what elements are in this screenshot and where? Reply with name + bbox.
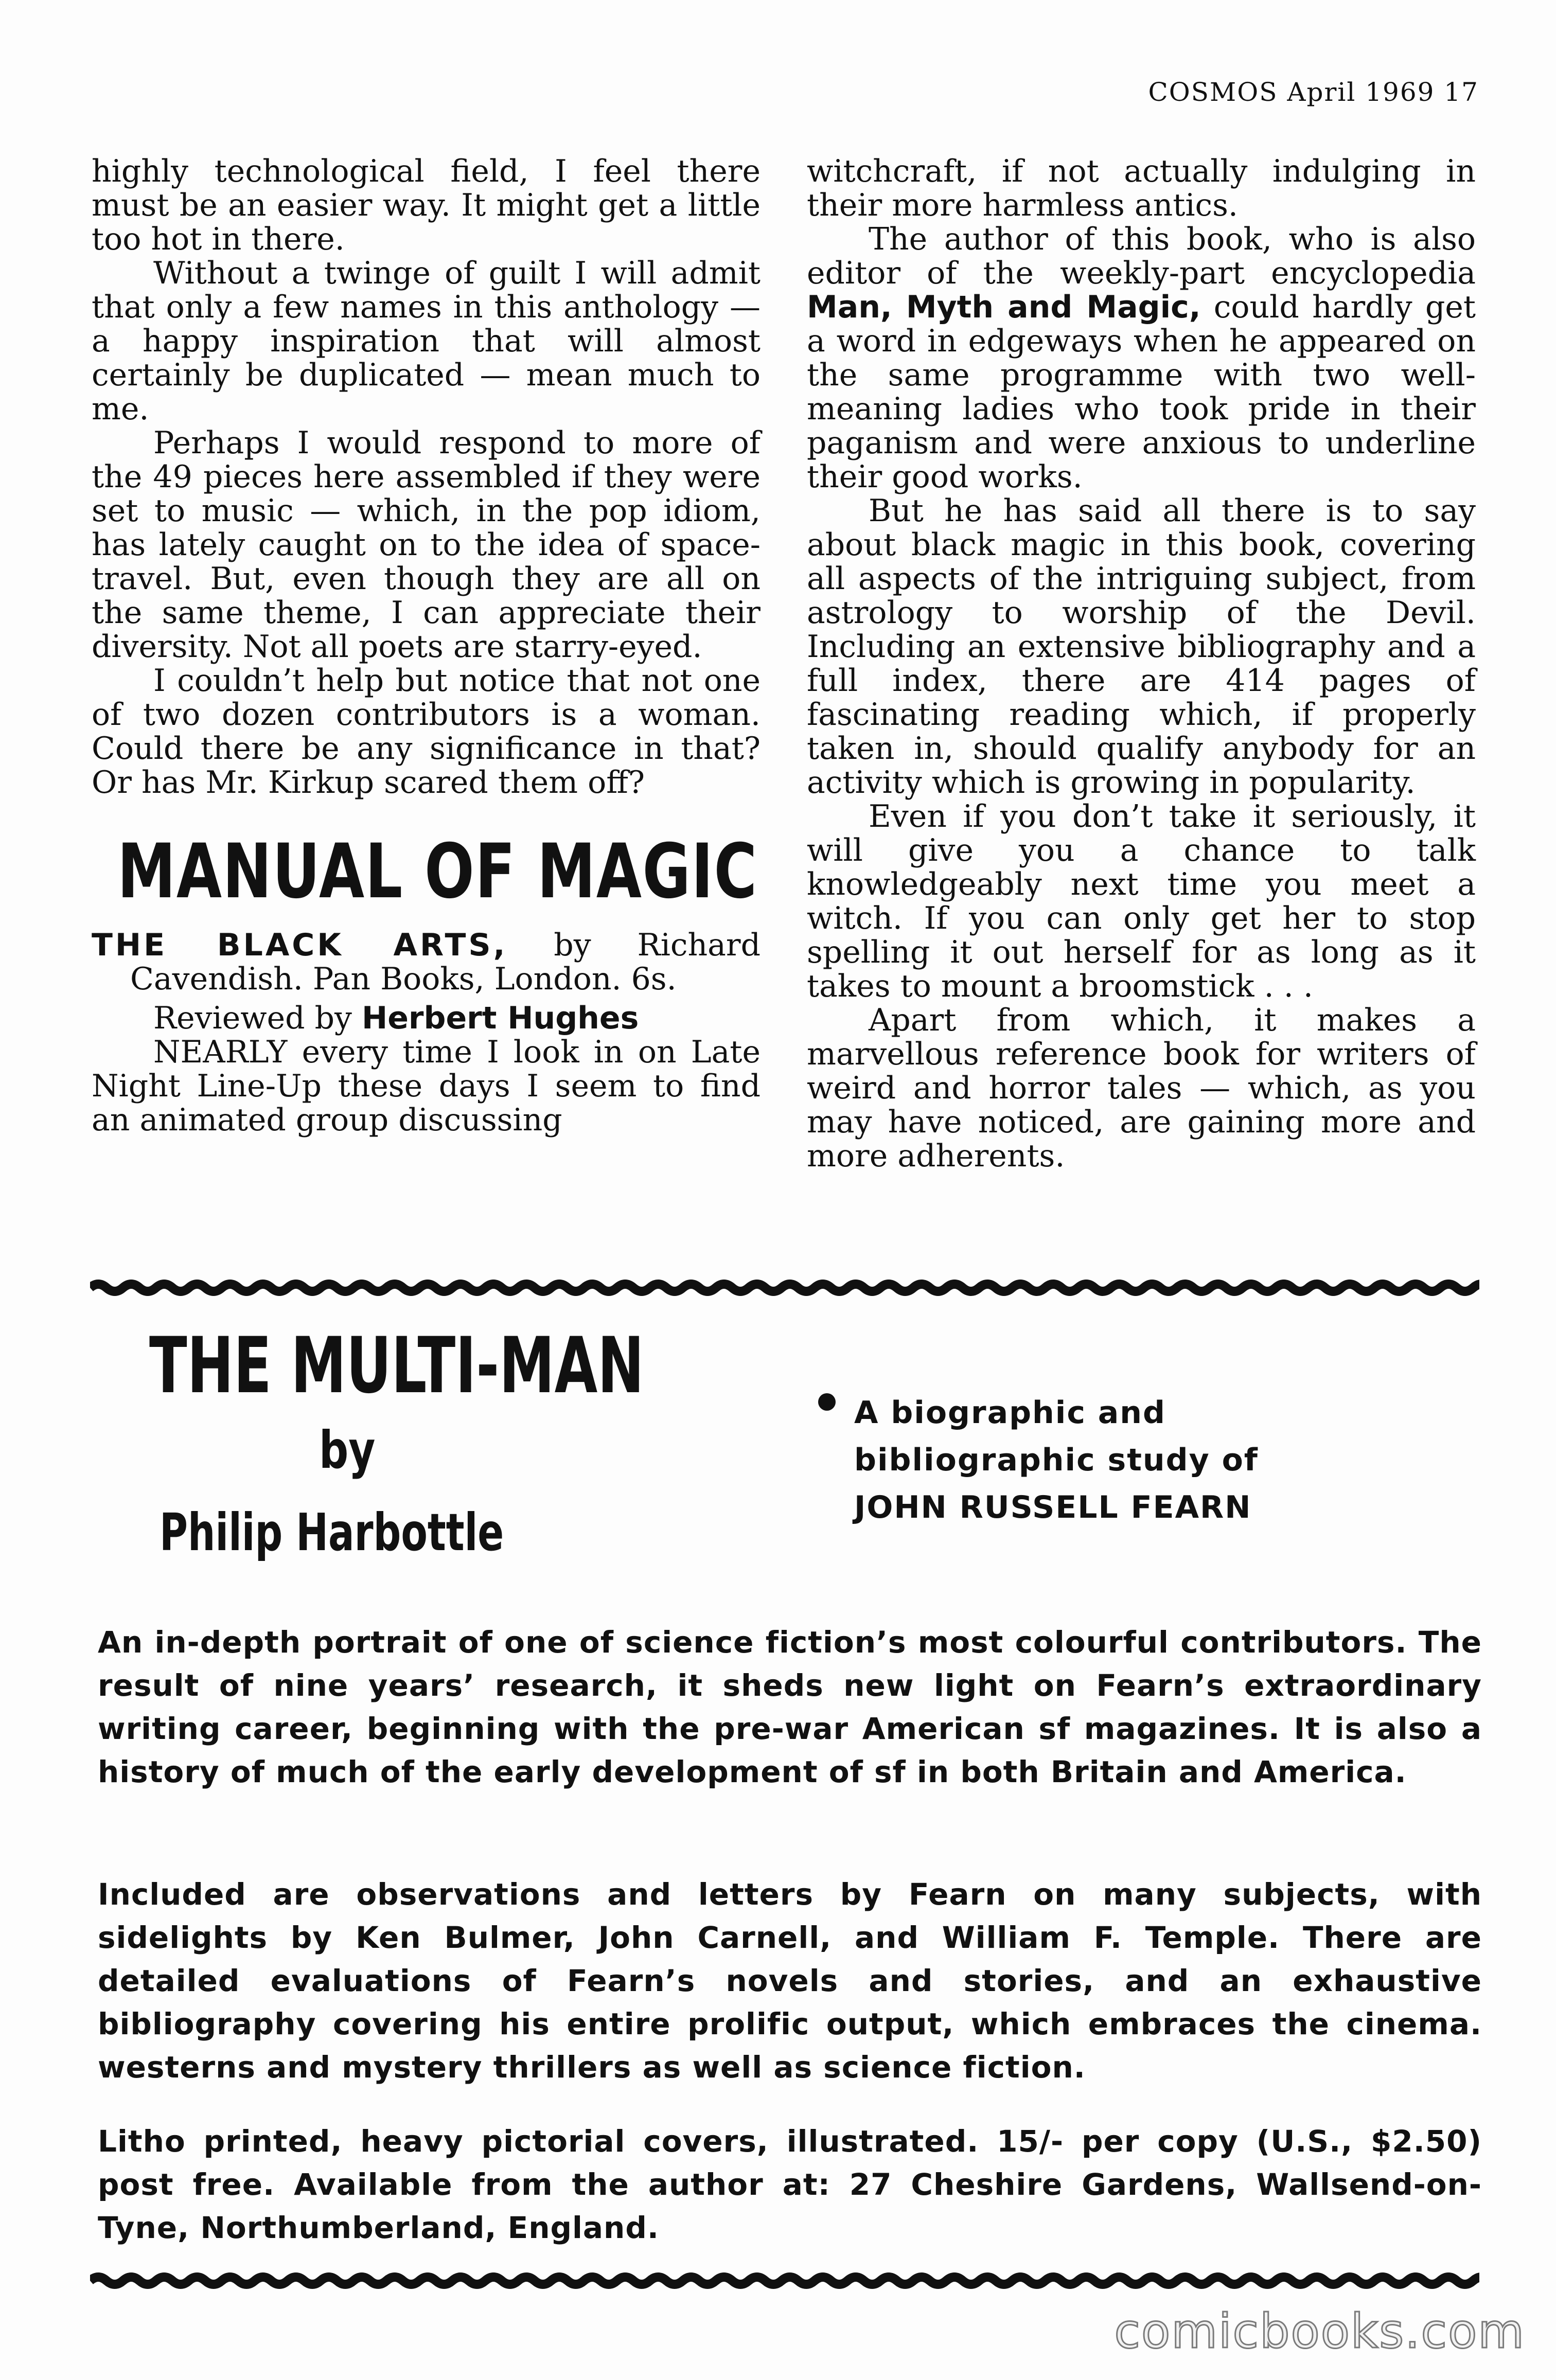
left-paragraph-5: NEARLY every time I look in on Late Night Line-Up these days I seem to find an animated group discussing [92, 1034, 761, 1138]
book-details: by Richard Cavendish. Pan Books, London. 6s. [130, 927, 761, 997]
advert-blurb-line-1: A biographic and [854, 1395, 1166, 1431]
right-paragraph-3: But he has said all there is to say about black magic in this book, covering all aspects of the intriguing subject, from astrology to worship of the Devil. Including an extensive bibliography and a full index, there are 414 pages of fascinating reading which, if properly taken in, should qualify anybody for an activity which is growing in popularity. [807, 493, 1476, 801]
right-column [807, 154, 1476, 1173]
left-column [92, 154, 761, 1137]
right-paragraph-4: Even if you don’t take it seriously, it will give you a chance to talk knowledgeably next time you meet a witch. If you can only get her to stop spelling it out herself for as long as it takes to mount a broomstick . . . [807, 798, 1476, 1004]
bullet-icon [818, 1393, 836, 1411]
right-paragraph-2-start: The author of this book, who is also editor of the weekly-part encyclopedia [807, 221, 1476, 291]
wavy-line [90, 1284, 1479, 1291]
advert-blurb-line-3: JOHN RUSSELL FEARN [854, 1489, 1252, 1525]
advert-title: THE MULTI-MAN [149, 1321, 644, 1411]
reviewed-by-label: Reviewed by [153, 1000, 362, 1036]
right-paragraph-2-end: could hardly get a word in edgeways when he appeared on the same programme with two well-meaning ladies who took pride in their paganism and were anxious to underline their good works. [807, 289, 1476, 495]
wavy-line [90, 2277, 1479, 2284]
encyclopedia-title: Man, Myth and Magic, [807, 289, 1201, 325]
book-title: THE BLACK ARTS, [92, 927, 508, 963]
left-paragraph-2: Without a twinge of guilt I will admit that only a few names in this anthology — a happy inspiration that will almost certainly be duplicated — mean much to me. [92, 255, 761, 427]
book-entry [92, 928, 761, 996]
review-headline: MANUAL OF MAGIC [117, 828, 758, 915]
wavy-rule-top [90, 1270, 1479, 1306]
running-head: COSMOS April 1969 17 [1148, 77, 1479, 107]
left-paragraph-4: I couldn’t help but notice that not one of two dozen contributors is a woman. Could there be any significance in that? Or has Mr. Kirkup scared them off? [92, 663, 761, 801]
review-credit [92, 1001, 761, 1035]
right-paragraph-2 [807, 222, 1476, 494]
advert-body-2: Included are observations and letters by Fearn on many subjects, with sidelights by Ken Bulmer, John Carnell, and William F. Temple. There are detailed evaluations of Fearn’s novels and stories, and an exhaustive bibliography covering his entire prolific output, which embraces the cinema. westerns and mystery thrillers as well as science fiction. [98, 1877, 1482, 2085]
left-paragraph-3: Perhaps I would respond to more of the 49 pieces here assembled if they were set to music — which, in the pop idiom, has lately caught on to the idea of space-travel. But, even though they are all on the same theme, I can appreciate their diversity. Not all poets are starry-eyed. [92, 425, 761, 665]
watermark: comicbooks.com [1114, 2304, 1525, 2359]
advert-by: by [319, 1420, 376, 1480]
advert-blurb-line-2: bibliographic study of [854, 1442, 1259, 1478]
advert-body-1: An in-depth portrait of one of science fiction’s most colourful contributors. The result of nine years’ research, it sheds new light on Fearn’s extraordinary writing career, beginning with the pre-war American sf magazines. It is also a history of much of the early development of sf in both Britain and America. [98, 1625, 1482, 1789]
advert-author: Philip Harbottle [160, 1502, 504, 1562]
advert-ordering-info: Litho printed, heavy pictorial covers, illustrated. 15/- per copy (U.S., $2.50) post free. Available from the author at: 27 Cheshire Gardens, Wallsend-on-Tyne, Northumberland, England. [98, 2124, 1482, 2245]
right-paragraph-5: Apart from which, it makes a marvellous reference book for writers of weird and horror tales — which, as you may have noticed, are gaining more and more adherents. [807, 1002, 1476, 1174]
right-paragraph-1: witchcraft, if not actually indulging in their more harmless antics. [807, 153, 1476, 223]
advert-blurb [854, 1389, 1420, 1531]
left-paragraph-1: highly technological field, I feel there must be an easier way. It might get a little too hot in there. [92, 153, 761, 257]
reviewer-name: Herbert Hughes [362, 1000, 639, 1036]
wavy-rule-bottom [90, 2263, 1479, 2299]
